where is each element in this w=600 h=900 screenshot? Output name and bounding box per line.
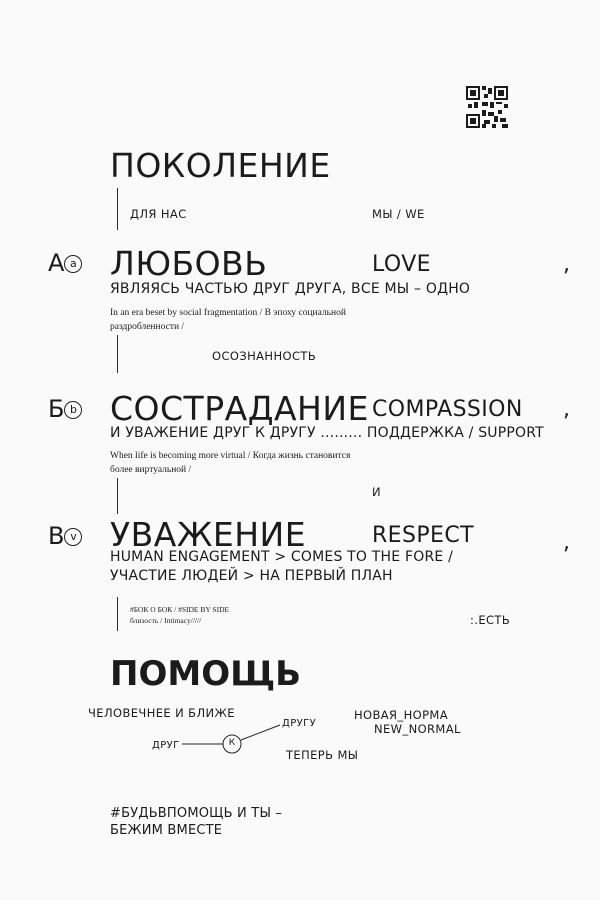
section-word-love: ЛЮБОВЬ	[110, 244, 268, 283]
section-marker-a: a	[64, 255, 82, 273]
section-marker-b: b	[64, 401, 82, 419]
intro-left: ДЛЯ НАС	[130, 207, 187, 221]
section-word-compassion: СОСТРАДАНИЕ	[110, 389, 369, 428]
intro-right: МЫ / WE	[372, 207, 425, 221]
footer-run: БЕЖИМ ВМЕСТЕ	[110, 823, 223, 838]
connector-right	[241, 725, 280, 740]
section-note: In an era beset by social fragmentation / В эпоху социальной раздробленности /	[110, 308, 346, 332]
section-tail: И	[372, 485, 382, 499]
footer-hashtag: #БУДЬВПОМОЩЬ И ТЫ –	[110, 806, 283, 821]
section-line: УЧАСТИЕ ЛЮДЕЙ > НА ПЕРВЫЙ ПЛАН	[110, 568, 393, 584]
qr-code-icon	[466, 86, 508, 128]
section-letter-v: В v	[48, 522, 82, 550]
comma: ,	[563, 252, 571, 277]
divider-line	[117, 188, 118, 230]
section-word-respect: УВАЖЕНИЕ	[110, 515, 307, 554]
section-marker-v: v	[64, 528, 82, 546]
side-note: #БОК О БОК / #SIDE BY SIDE близость / Intimacy/////	[130, 605, 230, 625]
divider-line	[117, 335, 118, 373]
divider-line	[117, 478, 118, 514]
section-line: HUMAN ENGAGEMENT > COMES TO THE FORE /	[110, 549, 453, 565]
node-label: К	[228, 738, 236, 748]
friend-left: ДРУГ	[152, 740, 180, 751]
now-we: ТЕПЕРЬ МЫ	[286, 748, 359, 762]
comma: ,	[563, 530, 571, 555]
section-letter-a: А a	[48, 249, 82, 277]
section-letter-b: Б b	[48, 395, 82, 423]
norm-en: NEW_NORMAL	[374, 722, 461, 736]
section-note: When life is becoming more virtual / Когда жизнь становится более виртуальной /	[110, 451, 351, 475]
norm-ru: НОВАЯ_НОРМА	[354, 708, 449, 722]
help-title: ПОМОЩЬ	[110, 654, 302, 694]
comma: ,	[563, 397, 571, 422]
est-label: :.ЕСТЬ	[470, 613, 511, 627]
divider-line	[117, 597, 118, 631]
section-english-love: LOVE	[372, 252, 431, 277]
page-title: ПОКОЛЕНИЕ	[110, 146, 331, 185]
section-line: ЯВЛЯЯСЬ ЧАСТЬЮ ДРУГ ДРУГА, ВСЕ МЫ – ОДНО	[110, 281, 471, 297]
friend-right: ДРУГУ	[282, 718, 317, 729]
section-english-respect: RESPECT	[372, 523, 474, 548]
section-english-compassion: COMPASSION	[372, 397, 523, 422]
closer-text: ЧЕЛОВЕЧНЕЕ И БЛИЖЕ	[88, 706, 235, 720]
section-tail: ОСОЗНАННОСТЬ	[212, 349, 317, 363]
section-line: И УВАЖЕНИЕ ДРУГ К ДРУГУ ......... ПОДДЕРЖКА / SUPPORT	[110, 425, 544, 441]
